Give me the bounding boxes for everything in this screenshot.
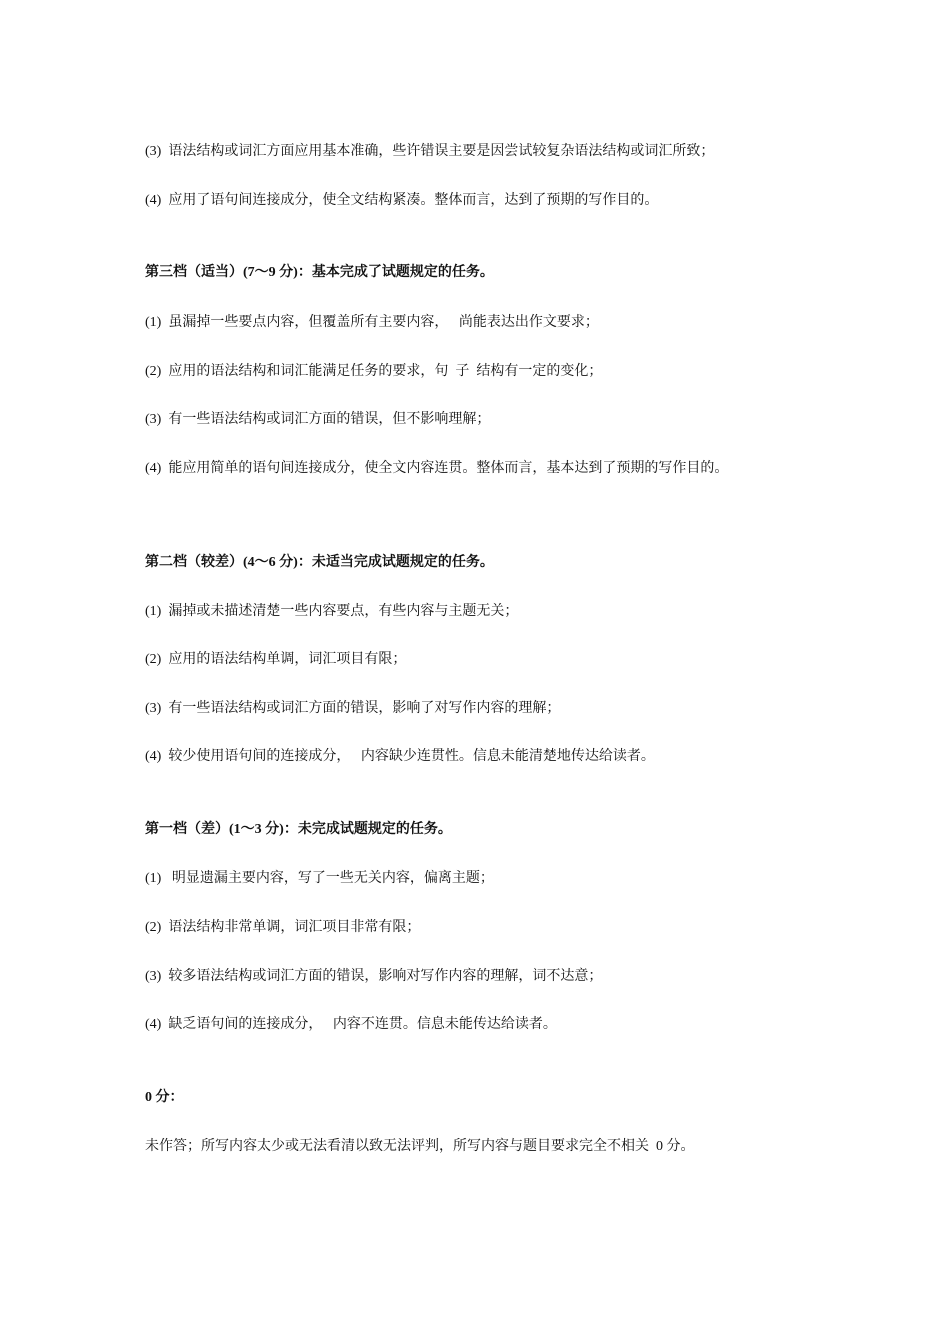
section-heading: 第一档（差）(1～3 分)：未完成试题规定的任务。	[145, 822, 452, 837]
section-heading: 0 分：	[145, 1090, 184, 1105]
criteria-line: (1) 漏掉或未描述清楚一些内容要点，有些内容与主题无关；	[145, 604, 519, 619]
section-heading: 第二档（较差）(4～6 分)：未适当完成试题规定的任务。	[145, 555, 494, 570]
criteria-line: (3) 较多语法结构或词汇方面的错误，影响对写作内容的理解，词不达意；	[145, 969, 603, 984]
criteria-line: (2) 应用的语法结构单调，词汇项目有限；	[145, 652, 407, 667]
criteria-line: (2) 语法结构非常单调，词汇项目非常有限；	[145, 920, 421, 935]
criteria-line: (4) 较少使用语句间的连接成分， 内容缺少连贯性。信息未能清楚地传达给读者。	[145, 749, 655, 764]
criteria-line: (3) 有一些语法结构或词汇方面的错误，但不影响理解；	[145, 412, 491, 427]
section-heading: 第三档（适当）(7～9 分)：基本完成了试题规定的任务。	[145, 265, 494, 280]
criteria-line: 未作答；所写内容太少或无法看清以致无法评判，所写内容与题目要求完全不相关 0 分。	[145, 1139, 695, 1154]
criteria-line: (4) 应用了语句间连接成分，使全文结构紧凑。整体而言，达到了预期的写作目的。	[145, 193, 659, 208]
criteria-line: (1) 虽漏掉一些要点内容，但覆盖所有主要内容， 尚能表达出作文要求；	[145, 315, 599, 330]
criteria-line: (4) 能应用简单的语句间连接成分，使全文内容连贯。整体而言，基本达到了预期的写作目的。	[145, 461, 729, 476]
criteria-line: (2) 应用的语法结构和词汇能满足任务的要求，句 子 结构有一定的变化；	[145, 364, 603, 379]
criteria-line: (3) 语法结构或词汇方面应用基本准确，些许错误主要是因尝试较复杂语法结构或词汇所致；	[145, 144, 715, 159]
criteria-line: (4) 缺乏语句间的连接成分， 内容不连贯。信息未能传达给读者。	[145, 1017, 557, 1032]
criteria-line: (1) 明显遗漏主要内容，写了一些无关内容，偏离主题；	[145, 871, 494, 886]
criteria-line: (3) 有一些语法结构或词汇方面的错误，影响了对写作内容的理解；	[145, 701, 561, 716]
